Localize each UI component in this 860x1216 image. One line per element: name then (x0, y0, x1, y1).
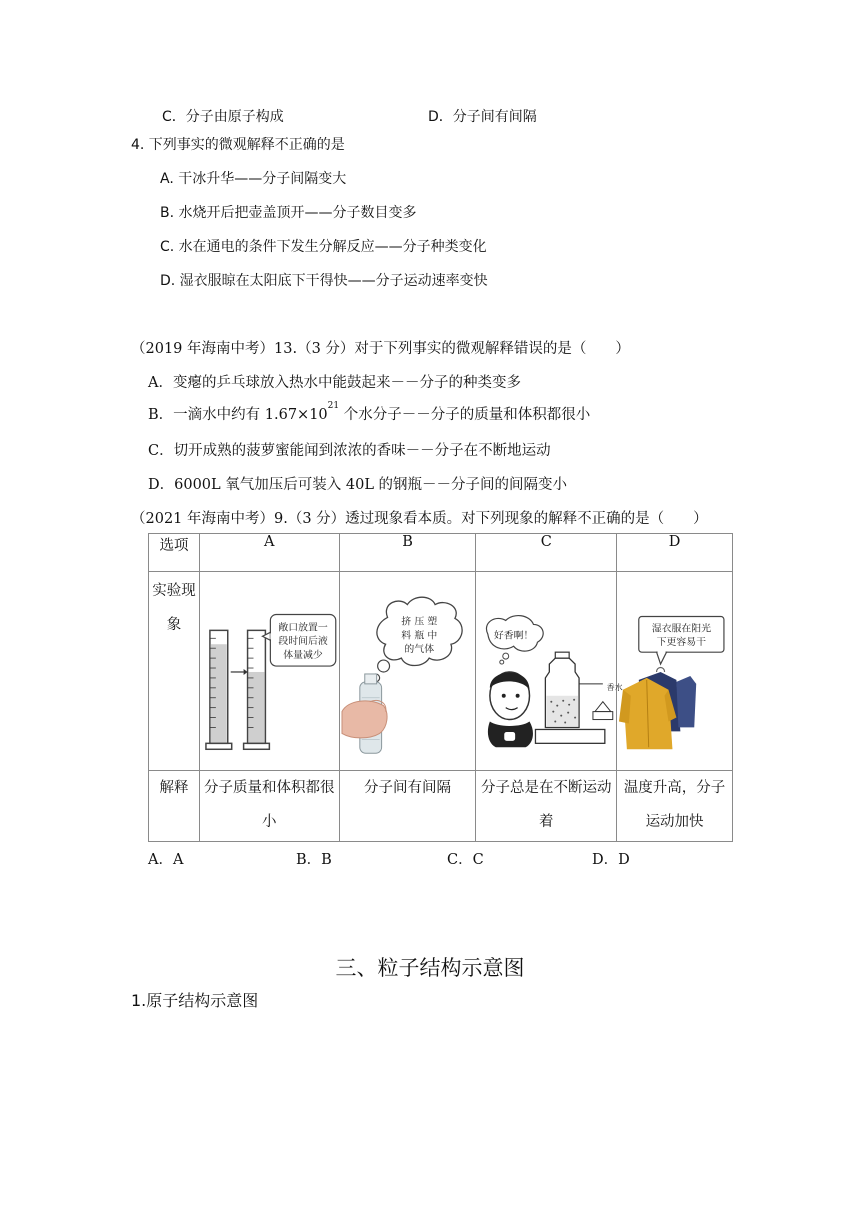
header-option: 选项 (149, 534, 200, 572)
image-c-cell (476, 572, 624, 771)
q4-option-c: C. 水在通电的条件下发生分解反应——分子种类变化 (160, 239, 487, 255)
graduated-cylinders-image (200, 572, 339, 768)
explanation-a-1: 分子质量和体积都很 (204, 780, 335, 796)
q13-stem: （2019 年海南中考）13.（3 分）对于下列事实的微观解释错误的是（ ） (131, 341, 630, 357)
explanation-c-2: 着 (539, 814, 554, 830)
q9-table-header-row (149, 534, 733, 572)
bubble-d-line-2: 下更容易干 (656, 637, 707, 649)
perfume-smell-image (476, 572, 624, 768)
q13-option-b-post: 个水分子－－分子的质量和体积都很小 (339, 407, 591, 423)
explanation-d-1: 温度升高，分子 (623, 780, 726, 796)
row-label-phenomenon-1: 实验现 (152, 583, 196, 599)
header-a: A (199, 534, 339, 572)
wet-clothes-image (617, 572, 732, 768)
bubble-c-text: 好香啊！ (494, 630, 534, 642)
q9-stem: （2021 年海南中考）9.（3 分）透过现象看本质。对下列现象的解释不正确的是（ ） (131, 511, 708, 527)
q13-option-b (148, 403, 590, 424)
explanation-c-1: 分子总是在不断运动 (481, 780, 612, 796)
bubble-b-line-2: 料 瓶 中 (400, 630, 437, 642)
q9-answer-a: A．A (148, 852, 184, 868)
explanation-b: 分子间有间隔 (339, 771, 476, 842)
explanation-d-2: 运动加快 (645, 814, 704, 830)
header-d: D (617, 534, 733, 572)
section-title: 三、粒子结构示意图 (335, 956, 525, 980)
explanation-c (476, 771, 617, 842)
bubble-b-line-1: 挤 压 塑 (400, 616, 437, 628)
bubble-b-line-3: 的气体 (404, 644, 434, 656)
explanation-a (199, 771, 339, 842)
header-b: B (339, 534, 476, 572)
q9-answer-b: B．B (296, 852, 332, 868)
q13-option-a: A．变瘪的乒乓球放入热水中能鼓起来－－分子的种类变多 (148, 375, 521, 391)
row-label-phenomenon (149, 572, 200, 771)
q9-table (148, 533, 733, 842)
image-a-cell (199, 572, 339, 771)
q4-option-d: D. 湿衣服晾在太阳底下干得快——分子运动速率变快 (160, 273, 488, 289)
explanation-a-2: 小 (262, 814, 277, 830)
row-label-explanation: 解释 (149, 771, 200, 842)
q9-table-explanation-row (149, 771, 733, 842)
header-c: C (476, 534, 617, 572)
q9-table-image-row (149, 572, 733, 771)
bubble-d-line-1: 湿衣服在阳光 (651, 623, 712, 635)
q13-option-d: D．6000L 氧气加压后可装入 40L 的钢瓶－－分子间的间隔变小 (148, 477, 568, 493)
q13-option-c: C．切开成熟的菠萝蜜能闻到浓浓的香味－－分子在不断地运动 (148, 443, 551, 459)
explanation-d (617, 771, 733, 842)
section-subtitle: 1.原子结构示意图 (131, 991, 259, 1010)
bubble-a-line-1: 敞口放置一 (278, 622, 328, 634)
q3-option-c: C．分子由原子构成 (162, 109, 284, 125)
q9-answer-c: C．C (447, 852, 484, 868)
q13-option-b-pre: B．一滴水中约有 1.67×10 (148, 407, 328, 423)
q13-option-b-exponent: 21 (327, 401, 340, 411)
bubble-a-line-3: 体量减少 (283, 650, 323, 662)
q9-answer-d: D．D (592, 852, 630, 868)
q4-option-b: B. 水烧开后把壶盖顶开——分子数目变多 (160, 205, 417, 221)
image-d-cell (617, 572, 733, 771)
q3-option-d: D．分子间有间隔 (428, 109, 537, 125)
image-b-cell (339, 572, 476, 771)
perfume-label: 香水 (607, 682, 624, 692)
q4-stem: 4. 下列事实的微观解释不正确的是 (131, 137, 345, 153)
bubble-a-line-2: 段时间后液 (278, 636, 328, 648)
q4-option-a: A. 干冰升华——分子间隔变大 (160, 171, 347, 187)
squeezed-bottle-image (340, 572, 476, 768)
row-label-phenomenon-2: 象 (166, 617, 182, 633)
